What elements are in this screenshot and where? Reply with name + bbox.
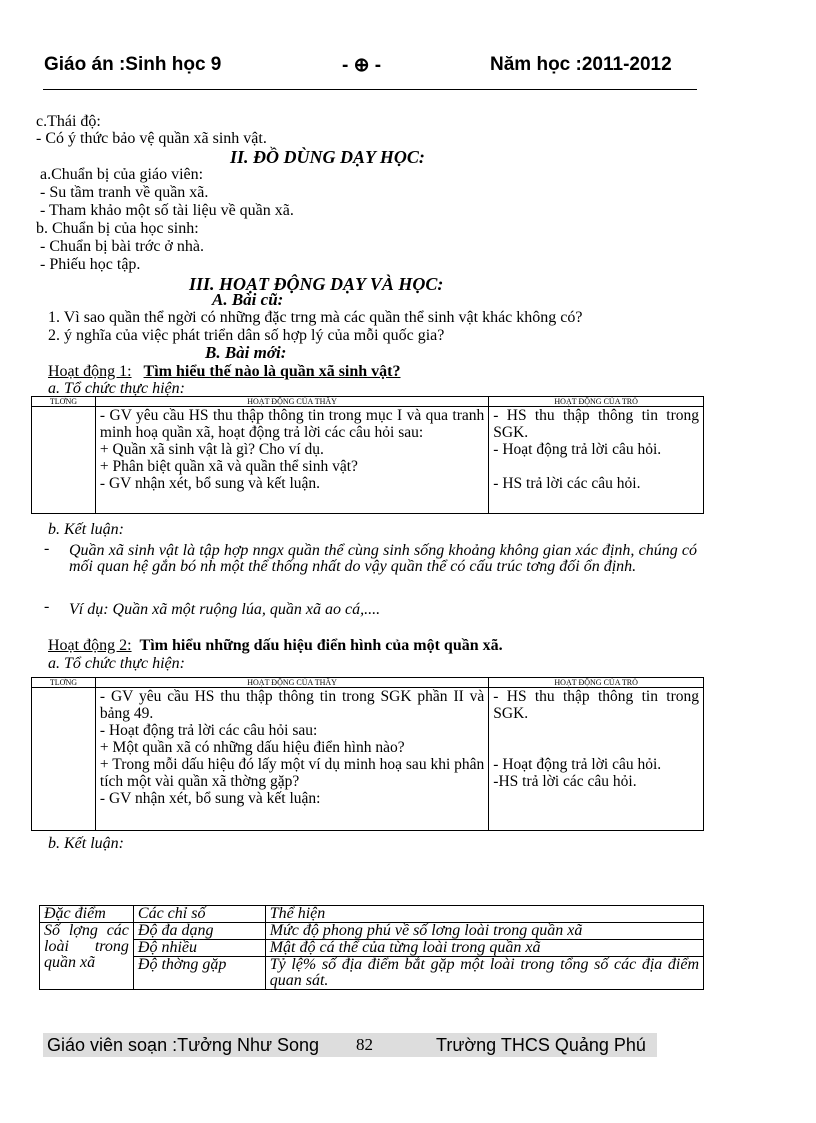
section-2-title: II. ĐỒ DÙNG DẠY HỌC:	[230, 147, 425, 167]
teacher-line: - Hoạt động trả lời các câu hỏi sau:	[99, 722, 318, 739]
activity-2-table	[31, 677, 704, 831]
student-activity-cell	[489, 688, 704, 831]
old-lesson-title: A. Bài cũ:	[212, 290, 284, 309]
student-line: -HS trả lời các câu hỏi.	[493, 773, 637, 790]
activity-2-sub-b: b. Kết luận:	[48, 835, 124, 852]
teacher-line: - GV nhận xét, bổ sung và kết luận.	[99, 475, 321, 492]
summary-expression-cell: Tỷ lệ% số địa điểm bắt gặp một loài trong tổng số các địa điểm quan sát.	[265, 957, 703, 990]
summary-header: Đặc điểm	[40, 906, 134, 923]
table-header: HOẠT ĐỘNG CỦA THẦY	[95, 397, 488, 407]
teacher-line: + Quần xã sinh vật là gì? Cho ví dụ.	[99, 441, 324, 458]
activity-1-sub-b: b. Kết luận:	[48, 521, 124, 538]
activity-2-heading	[48, 637, 503, 655]
student-line: - Hoạt động trả lời câu hỏi.	[493, 441, 662, 458]
activity-2-label: Hoạt động 2:	[48, 637, 132, 654]
teacher-line: - GV yêu cầu HS thu thập thông tin trong SGK phần II và bảng 49.	[99, 688, 485, 722]
summary-table	[39, 905, 704, 990]
teacher-line: + Phân biệt quần xã và quần thể sinh vật?	[99, 458, 358, 475]
section-3-title: III. HOẠT ĐỘNG DẠY VÀ HỌC:	[189, 274, 444, 294]
table-header: HOẠT ĐỘNG CỦA TRÒ	[489, 397, 704, 407]
activity-2-title: Tìm hiểu những dấu hiệu điển hình của một quần xã.	[139, 637, 503, 654]
time-cell	[32, 407, 96, 514]
table-header: HOẠT ĐỘNG CỦA THẦY	[95, 678, 488, 688]
header-school-year: Năm học :2011-2012	[490, 54, 672, 75]
teacher-line: - GV yêu cầu HS thu thập thông tin trong mục I và qua tranh minh hoạ quần xã, hoạt động trả lời các câu hỏi sau:	[99, 407, 485, 441]
teacher-activity-cell	[95, 407, 488, 514]
table-header: TLƠNG	[32, 678, 96, 688]
teacher-activity-cell	[95, 688, 488, 831]
student-line: - HS thu thập thông tin trong SGK.	[493, 688, 699, 722]
student-line: - HS thu thập thông tin trong SGK.	[493, 407, 699, 441]
time-cell	[32, 688, 96, 831]
summary-index-cell: Độ nhiều	[133, 940, 265, 957]
activity-1-label: Hoạt động 1:	[48, 363, 132, 380]
summary-header: Các chỉ số	[133, 906, 265, 923]
student-line: - Hoạt động trả lời câu hỏi.	[493, 756, 662, 773]
teacher-prep-item: - Su tầm tranh về quần xã.	[40, 184, 209, 201]
teacher-line: - GV nhận xét, bổ sung và kết luận:	[99, 790, 321, 807]
footer-bar	[43, 1033, 657, 1057]
summary-expression-cell: Mức độ phong phú về số lơng loài trong quần xã	[265, 923, 703, 940]
teacher-line: + Một quần xã có những dấu hiệu điển hình nào?	[99, 739, 405, 756]
summary-index-cell: Độ đa dạng	[133, 923, 265, 940]
bullet-mark: -	[44, 540, 50, 557]
footer-teacher: Giáo viên soạn :Tưởng Như Song	[47, 1035, 320, 1055]
conclusion-definition: Quần xã sinh vật là tập hợp nngx quần thể cùng sinh sống khoảng không gian xác định, chúng có mối quan hệ gắn bó nh một thể thống nhất do vậy quần thể có cấu trúc tơng đối ổn định.	[69, 542, 697, 575]
review-question: 1. Vì sao quần thể ngời có những đặc trng mà các quần thể sinh vật khác không có?	[48, 309, 583, 326]
student-prep-item: - Chuẩn bị bài trớc ở nhà.	[40, 238, 204, 255]
activity-2-sub-a: a. Tổ chức thực hiện:	[48, 655, 185, 672]
student-prep-title: b. Chuẩn bị của học sinh:	[36, 220, 199, 237]
teacher-prep-item: - Tham khảo một số tài liệu về quần xã.	[40, 202, 294, 219]
activity-1-heading	[48, 363, 401, 381]
summary-index-cell: Độ thờng gặp	[133, 957, 265, 990]
conclusion-example: Ví dụ: Quần xã một ruộng lúa, quần xã ao cá,....	[69, 601, 381, 618]
header-page-mark: - ⊕ -	[342, 55, 382, 76]
student-prep-item: - Phiếu học tập.	[40, 256, 141, 273]
activity-1-sub-a: a. Tổ chức thực hiện:	[48, 380, 185, 397]
header-subject: Giáo án :Sinh học 9	[44, 54, 222, 75]
footer-page-number: 82	[356, 1035, 373, 1054]
activity-1-title: Tìm hiểu thế nào là quần xã sinh vật?	[143, 363, 401, 380]
summary-expression-cell: Mật độ cá thể của từng loài trong quần xã	[265, 940, 703, 957]
teacher-line: + Trong mỗi dấu hiệu đó lấy một ví dụ minh hoạ sau khi phân tích một vài quần xã thờng gặp?	[99, 756, 485, 790]
student-line: - HS trả lời các câu hỏi.	[493, 475, 641, 492]
table-header: TLƠNG	[32, 397, 96, 407]
attitude-title: c.Thái độ:	[36, 113, 101, 130]
attitude-line: - Có ý thức bảo vệ quần xã sinh vật.	[36, 130, 267, 147]
activity-1-table	[31, 396, 704, 514]
summary-header: Thể hiện	[265, 906, 703, 923]
student-activity-cell	[489, 407, 704, 514]
table-header: HOẠT ĐỘNG CỦA TRÒ	[489, 678, 704, 688]
summary-group-cell: Số lợng các loài trong quần xã	[40, 923, 134, 990]
footer-school: Trường THCS Quảng Phú	[436, 1035, 646, 1055]
header-divider	[43, 89, 697, 90]
bullet-mark: -	[44, 598, 50, 615]
new-lesson-title: B. Bài mới:	[205, 343, 287, 362]
teacher-prep-title: a.Chuẩn bị của giáo viên:	[40, 166, 204, 183]
review-question: 2. ý nghĩa của việc phát triển dân số hợp lý của mỗi quốc gia?	[48, 327, 445, 344]
